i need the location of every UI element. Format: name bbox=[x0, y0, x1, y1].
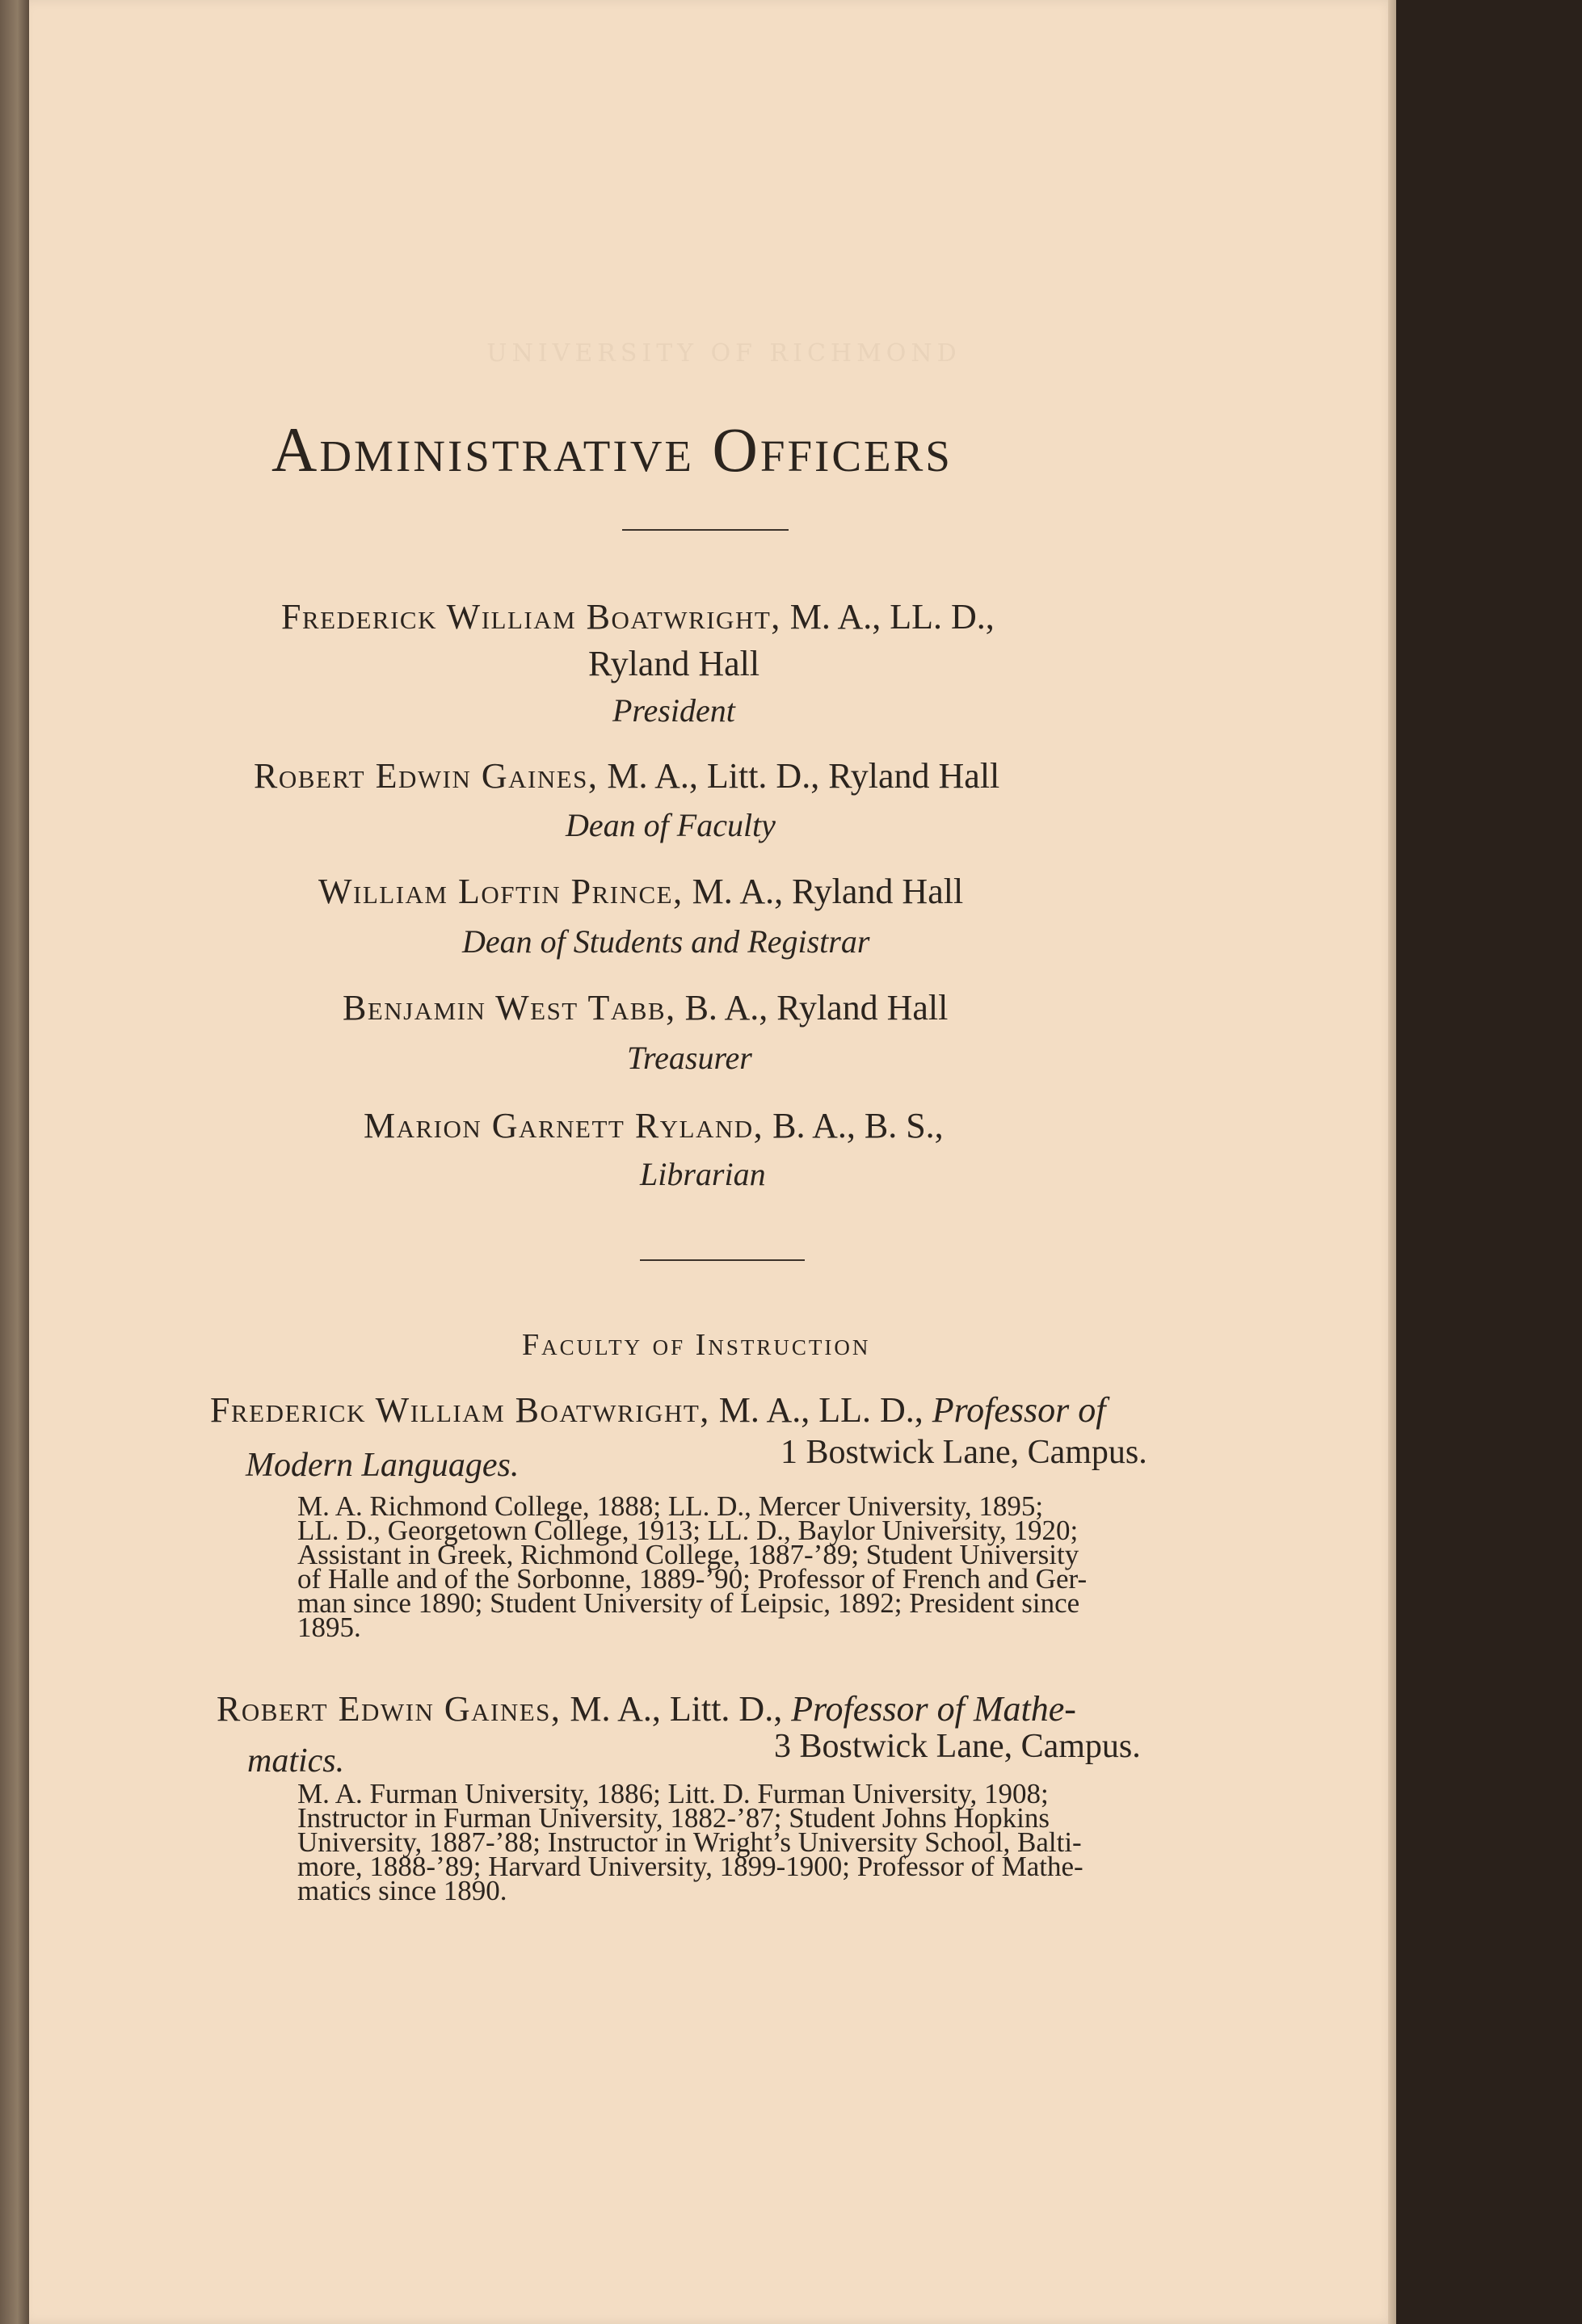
faculty-title: Professor of Mathe- bbox=[791, 1689, 1076, 1729]
officer-name: Robert Edwin Gaines, bbox=[254, 756, 599, 796]
officer-degrees: M. A., Ryland Hall bbox=[683, 872, 964, 911]
officer-role: Dean of Faculty bbox=[566, 807, 776, 843]
officer-degrees: M. A., LL. D., bbox=[780, 597, 995, 637]
bio-line: Assistant in Greek, Richmond College, 1887-’89; Student University bbox=[297, 1539, 1079, 1570]
officer-degrees: M. A., Litt. D., Ryland Hall bbox=[598, 756, 1000, 796]
officer-name: Marion Garnett Ryland, bbox=[364, 1106, 764, 1145]
officer-name: William Loftin Prince, bbox=[318, 872, 684, 911]
faculty-bio bbox=[297, 1490, 1088, 1643]
bio-line: 1895. bbox=[297, 1612, 361, 1643]
bio-line: M. A. Furman University, 1886; Litt. D. Furman University, 1908; bbox=[297, 1778, 1049, 1809]
running-head-bleedthrough: UNIVERSITY OF RICHMOND bbox=[486, 339, 961, 368]
page-title: Administrative Officers bbox=[271, 414, 953, 485]
faculty-address: 1 Bostwick Lane, Campus. bbox=[780, 1434, 1147, 1471]
faculty-name: Frederick William Boatwright, bbox=[210, 1390, 710, 1430]
adjacent-page-edge bbox=[0, 0, 29, 2324]
bio-line: Instructor in Furman University, 1882-’87; Student Johns Hopkins bbox=[297, 1802, 1050, 1834]
bio-line: of Halle and of the Sorbonne, 1889-’90; Professor of French and Ger- bbox=[297, 1563, 1088, 1595]
faculty-address: 3 Bostwick Lane, Campus. bbox=[774, 1728, 1141, 1765]
officer-degrees: B. A., Ryland Hall bbox=[675, 988, 949, 1028]
officer-role: Dean of Students and Registrar bbox=[462, 923, 870, 960]
section-divider bbox=[640, 1259, 805, 1261]
officer-location: Ryland Hall bbox=[588, 644, 760, 683]
faculty-degrees: M. A., LL. D., bbox=[709, 1390, 932, 1430]
officer-entry-2 bbox=[254, 755, 999, 796]
faculty-title: Professor of bbox=[932, 1390, 1106, 1430]
page-fore-edge bbox=[1388, 0, 1396, 2324]
bio-line: University, 1887-’88; Instructor in Wright’s University School, Balti- bbox=[297, 1826, 1082, 1858]
faculty-degrees: M. A., Litt. D., bbox=[561, 1689, 792, 1729]
officer-entry-5 bbox=[364, 1105, 944, 1146]
officer-role: Librarian bbox=[640, 1156, 766, 1192]
bio-line: man since 1890; Student University of Leipsic, 1892; President since bbox=[297, 1587, 1080, 1619]
faculty-heading: Faculty of Instruction bbox=[522, 1328, 871, 1362]
bio-line: more, 1888-’89; Harvard University, 1899-1900; Professor of Mathe- bbox=[297, 1851, 1083, 1882]
book-page bbox=[29, 0, 1395, 2324]
officer-role: Treasurer bbox=[627, 1040, 752, 1076]
title-divider bbox=[622, 529, 789, 531]
faculty-bio bbox=[297, 1778, 1083, 1906]
officer-name: Frederick William Boatwright, bbox=[281, 597, 781, 637]
officer-entry-4 bbox=[343, 987, 948, 1028]
faculty-subject: Modern Languages. bbox=[246, 1447, 520, 1484]
faculty-subject: matics. bbox=[247, 1742, 345, 1780]
bio-line: matics since 1890. bbox=[297, 1875, 507, 1906]
bio-line: M. A. Richmond College, 1888; LL. D., Mercer University, 1895; bbox=[297, 1490, 1044, 1522]
officer-entry-1 bbox=[281, 596, 995, 637]
bio-line: LL. D., Georgetown College, 1913; LL. D., Baylor University, 1920; bbox=[297, 1515, 1079, 1546]
officer-entry-3 bbox=[318, 871, 963, 912]
faculty-entry-2-heading bbox=[217, 1688, 1076, 1729]
officer-role: President bbox=[612, 692, 735, 729]
officer-degrees: B. A., B. S., bbox=[764, 1106, 944, 1145]
officer-name: Benjamin West Tabb, bbox=[343, 988, 676, 1028]
faculty-name: Robert Edwin Gaines, bbox=[217, 1689, 562, 1729]
faculty-entry-1-heading bbox=[210, 1389, 1106, 1431]
